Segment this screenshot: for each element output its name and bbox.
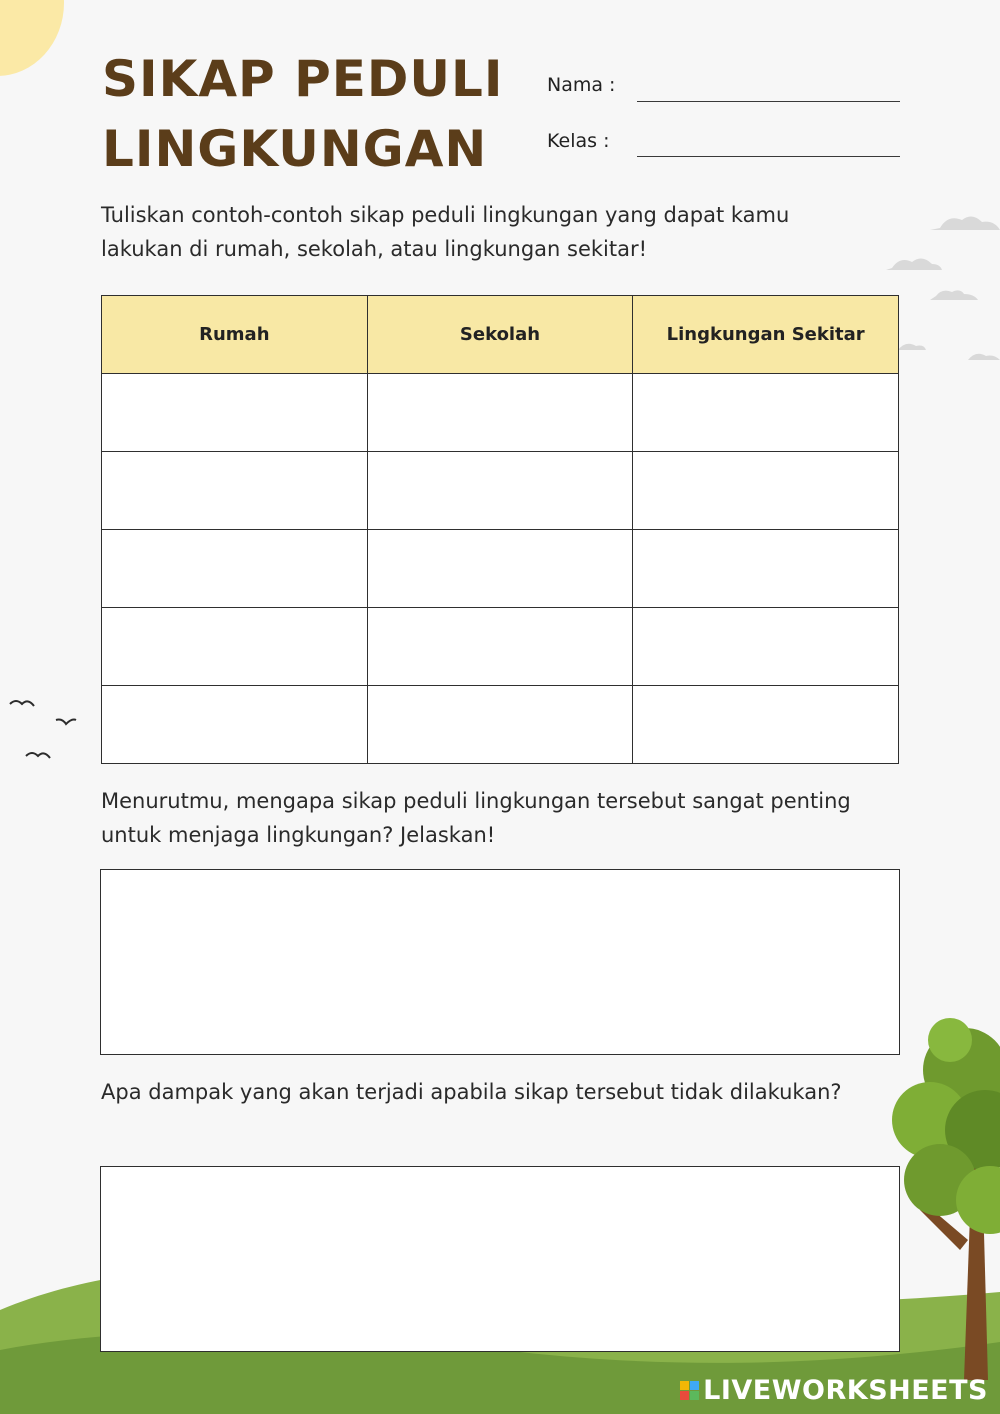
table-cell[interactable] <box>102 530 368 608</box>
header-rumah: Rumah <box>102 296 368 374</box>
header-sekolah: Sekolah <box>367 296 633 374</box>
table-header-row <box>102 296 899 374</box>
table-row <box>102 608 899 686</box>
table-cell[interactable] <box>633 686 899 764</box>
table-cell[interactable] <box>633 530 899 608</box>
table-cell[interactable] <box>367 530 633 608</box>
table-row <box>102 374 899 452</box>
header-lingkungan-sekitar: Lingkungan Sekitar <box>633 296 899 374</box>
answer-table <box>101 295 899 764</box>
sun-decoration <box>0 0 64 76</box>
name-label: Nama : <box>547 74 616 96</box>
page-title <box>102 44 503 184</box>
table-row <box>102 530 899 608</box>
table-cell[interactable] <box>102 374 368 452</box>
table-cell[interactable] <box>102 686 368 764</box>
table-cell[interactable] <box>102 452 368 530</box>
liveworksheets-brand <box>680 1375 988 1406</box>
table-cell[interactable] <box>102 608 368 686</box>
title-line-2: LINGKUNGAN <box>102 120 488 178</box>
name-field[interactable] <box>637 101 900 102</box>
table-row <box>102 686 899 764</box>
table-cell[interactable] <box>367 374 633 452</box>
table-row <box>102 452 899 530</box>
brand-text: LIVEWORKSHEETS <box>703 1375 988 1406</box>
birds-decoration <box>6 690 86 770</box>
class-label: Kelas : <box>547 130 610 152</box>
title-line-1: SIKAP PEDULI <box>102 50 504 108</box>
liveworksheets-logo-icon <box>680 1381 699 1400</box>
question-1: Tuliskan contoh-contoh sikap peduli lingkungan yang dapat kamu lakukan di rumah, sekolah, atau lingkungan sekitar! <box>101 203 790 261</box>
question-3: Apa dampak yang akan terjadi apabila sikap tersebut tidak dilakukan? <box>101 1080 842 1104</box>
question-2: Menurutmu, mengapa sikap peduli lingkungan tersebut sangat penting untuk menjaga lingkungan? Jelaskan! <box>101 789 851 847</box>
table-cell[interactable] <box>633 452 899 530</box>
table-cell[interactable] <box>367 608 633 686</box>
table-cell[interactable] <box>367 452 633 530</box>
table-cell[interactable] <box>633 374 899 452</box>
class-field[interactable] <box>637 156 900 157</box>
table-cell[interactable] <box>633 608 899 686</box>
answer-box-3[interactable] <box>100 1166 900 1352</box>
answer-box-2[interactable] <box>100 869 900 1055</box>
table-cell[interactable] <box>367 686 633 764</box>
